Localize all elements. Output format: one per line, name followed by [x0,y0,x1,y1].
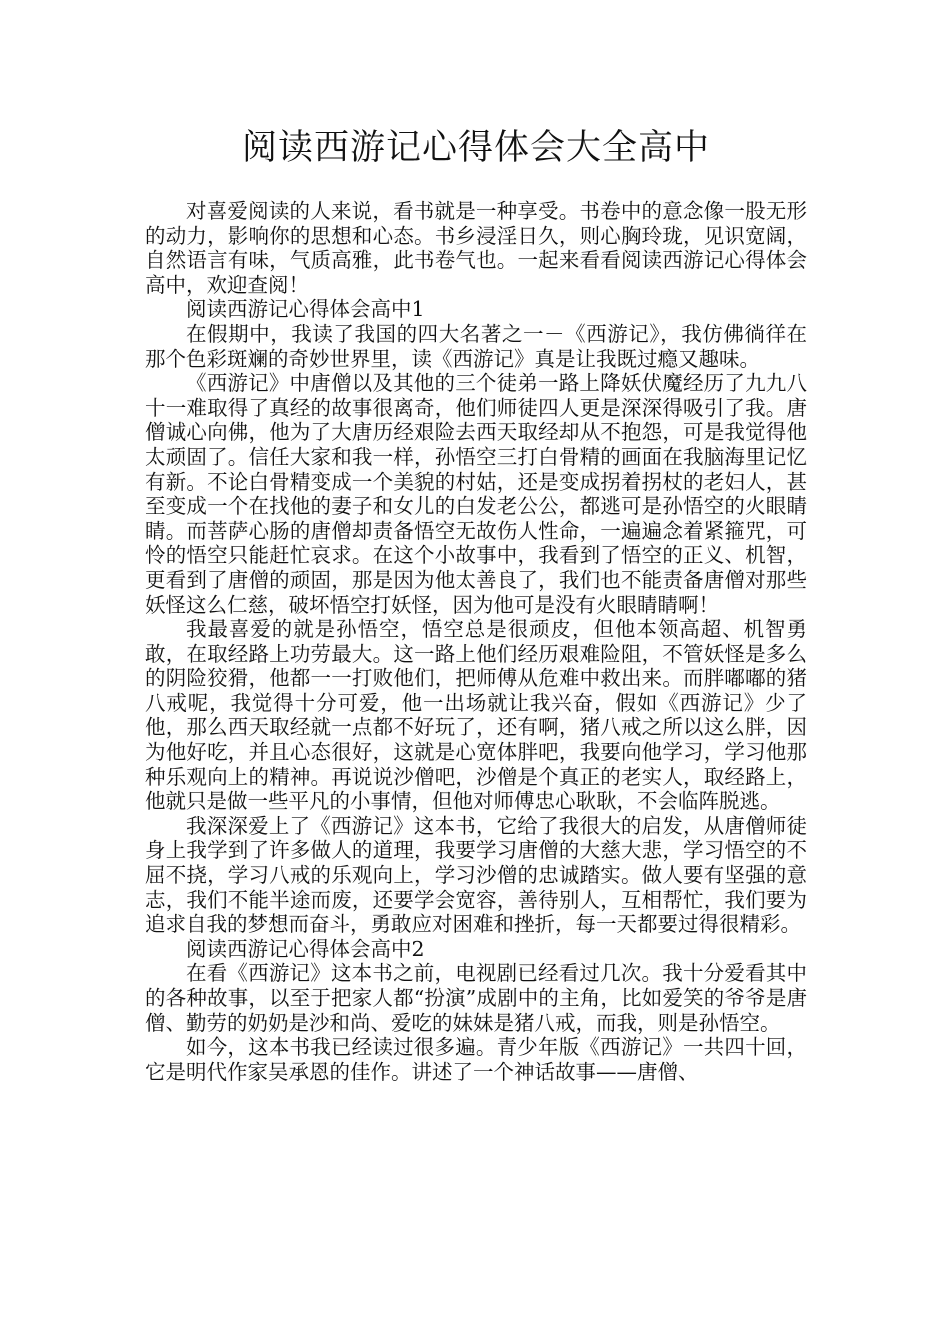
paragraph: 我最喜爱的就是孙悟空，悟空总是很顽皮，但他本领高超、机智勇敢，在取经路上功劳最大。这一路上他们经历艰难险阻，不管妖怪是多么的阴险狡猾，他都一一打败他们，把师傅从危难中救出来。而胖嘟嘟的猪八戒呢，我觉得十分可爱，他一出场就让我兴奋，假如《西游记》少了他，那么西天取经就一点都不好玩了，还有啊，猪八戒之所以这么胖，因为他好吃，并且心态很好，这就是心宽体胖吧，我要向他学习，学习他那种乐观向上的精神。再说说沙僧吧，沙僧是个真正的老实人，取经路上，他就只是做一些平凡的小事情，但他对师傅忠心耿耿，不会临阵脱逃。 [145,617,807,814]
paragraph: 在看《西游记》这本书之前，电视剧已经看过几次。我十分爱看其中的各种故事，以至于把家人都“扮演”成剧中的主角，比如爱笑的爷爷是唐僧、勤劳的奶奶是沙和尚、爱吃的妹妹是猪八戒，而我，则是孙悟空。 [145,961,807,1035]
document-body [145,199,807,1084]
section-heading-2: 阅读西游记心得体会高中2 [186,936,425,961]
paragraph: 如今，这本书我已经读过很多遍。青少年版《西游记》一共四十回，它是明代作家吴承恩的佳作。讲述了一个神话故事——唐僧、 [145,1035,807,1084]
document-title: 阅读西游记心得体会大全高中 [241,128,710,168]
paragraph: 我深深爱上了《西游记》这本书，它给了我很大的启发，从唐僧师徒身上我学到了许多做人的道理，我要学习唐僧的大慈大悲，学习悟空的不屈不挠，学习八戒的乐观向上，学习沙僧的忠诚踏实。做人要有坚强的意志，我们不能半途而废，还要学会宽容，善待别人，互相帮忙，我们要为追求自我的梦想而奋斗，勇敢应对困难和挫折，每一天都要过得很精彩。 [145,813,807,937]
paragraph: 在假期中，我读了我国的四大名著之一－《西游记》，我仿佛徜徉在那个色彩斑斓的奇妙世界里，读《西游记》真是让我既过瘾又趣味。 [145,321,807,371]
section-heading-1: 阅读西游记心得体会高中1 [186,297,425,322]
paragraph: 《西游记》中唐僧以及其他的三个徒弟一路上降妖伏魔经历了九九八十一难取得了真经的故事很离奇，他们师徒四人更是深深得吸引了我。唐僧诚心向佛，他为了大唐历经艰险去西天取经却从不抱怨，可是我觉得他太顽固了。信任大家和我一样，孙悟空三打白骨精的画面在我脑海里记忆有新。不论白骨精变成一个美貌的村姑，还是变成拐着拐杖的老妇人，甚至变成一个在找他的妻子和女儿的白发老公公，都逃可是孙悟空的火眼睛睛。而菩萨心肠的唐僧却责备悟空无故伤人性命，一遍遍念着紧箍咒，可怜的悟空只能赶忙哀求。在这个小故事中，我看到了悟空的正义、机智，更看到了唐僧的顽固，那是因为他太善良了，我们也不能责备唐僧对那些妖怪这么仁慈，破坏悟空打妖怪，因为他可是没有火眼睛睛啊！ [145,371,807,617]
intro-paragraph: 对喜爱阅读的人来说，看书就是一种享受。书卷中的意念像一股无形的动力，影响你的思想和心态。书乡浸淫日久，则心胸玲珑，见识宽阔，自然语言有味，气质高雅，此书卷气也。一起来看看阅读西游记心得体会高中，欢迎查阅！ [145,199,807,297]
document-page [145,118,807,1084]
